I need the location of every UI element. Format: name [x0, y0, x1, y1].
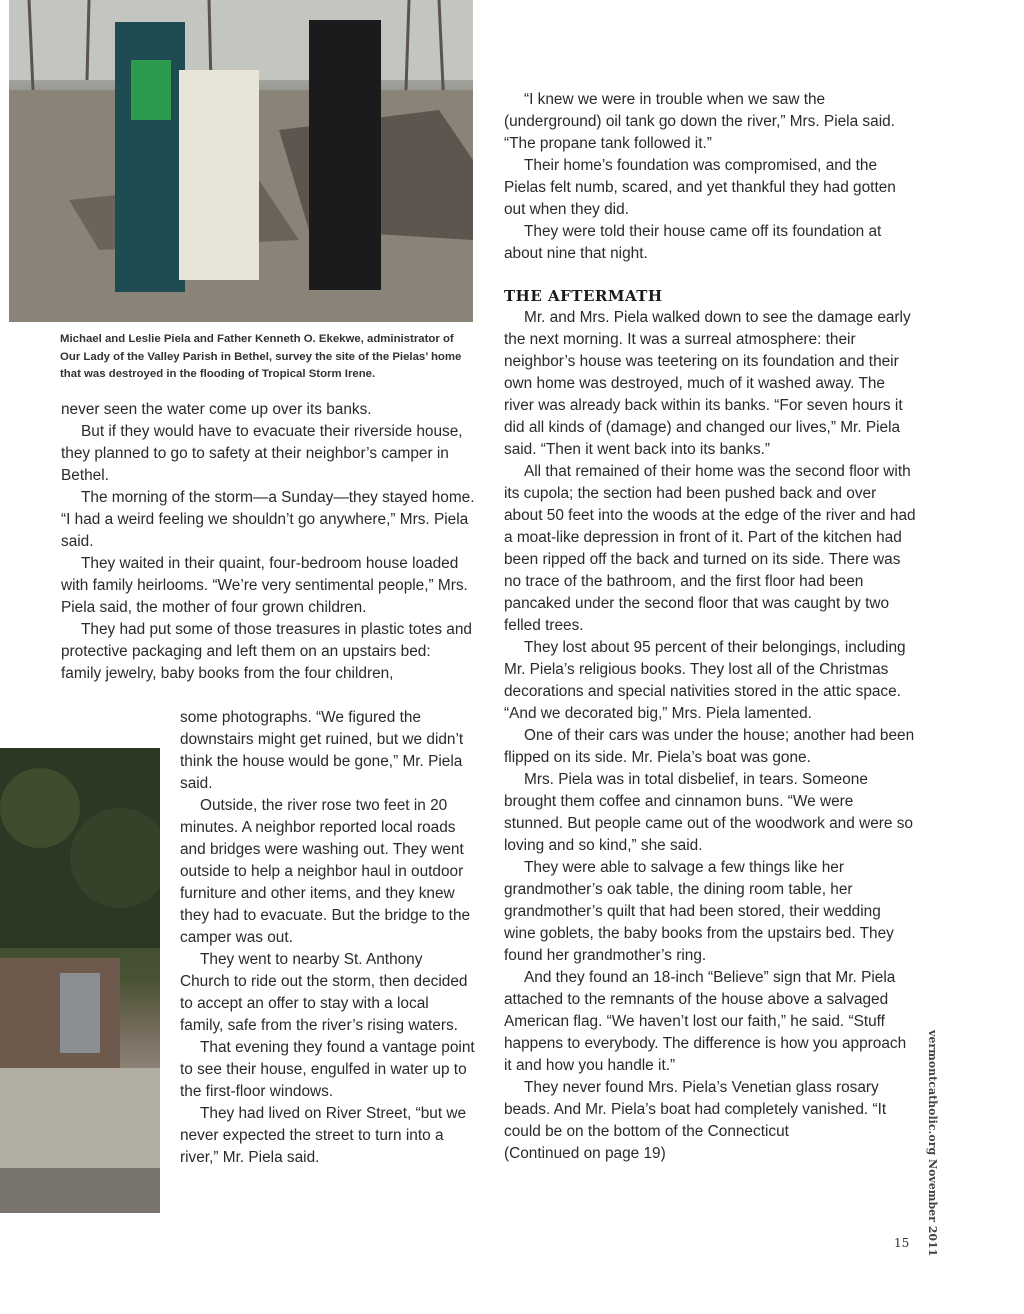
paragraph: All that remained of their home was the second floor with its cupola; the section had been pushed back and over about 50 feet into the woods at the edge of the river and had a moat-like depression in front of it. Part of the kitchen had been ripped off the back and turned on its side. There was no trace of the bathroom, and the first floor had been pancaked under the second floor that was caught by two felled trees.: [504, 463, 916, 634]
paragraph: some photographs. “We figured the downstairs might get ruined, but we didn’t think the house would be gone,” Mr. Piela said.: [180, 709, 464, 792]
paragraph: One of their cars was under the house; another had been flipped on its side. Mr. Piela’s boat was gone.: [504, 727, 915, 766]
photo-pielas-and-priest: [9, 0, 473, 322]
left-column-top: [61, 399, 475, 685]
continued-note: (Continued on page 19): [504, 1145, 666, 1162]
paragraph: never seen the water come up over its banks.: [61, 401, 372, 418]
paragraph: They never found Mrs. Piela’s Venetian glass rosary beads. And Mr. Piela’s boat had completely vanished. “It could be on the bottom of the Connecticut: [504, 1079, 887, 1140]
sidebar-text: vermontcatholic.org November 2011: [926, 1030, 939, 1257]
paragraph: They lost about 95 percent of their belongings, including Mr. Piela’s religious books. They lost all of the Christmas decorations and special nativities stored in the attic space. “And we decorated big,” Mrs. Piela lamented.: [504, 639, 906, 722]
right-column: [504, 89, 916, 1165]
paragraph: “I knew we were in trouble when we saw the (underground) oil tank go down the river,” Mrs. Piela said. “The propane tank followed it.”: [504, 91, 895, 152]
paragraph: Outside, the river rose two feet in 20 minutes. A neighbor reported local roads and bridges were washing out. They went outside to help a neighbor haul in outdoor furniture and other items, and they knew they had to evacuate. But the bridge to the camper was out.: [180, 797, 471, 946]
paragraph: They were able to salvage a few things like her grandmother’s oak table, the dining room table, her grandmother’s quilt that had been stored, their wedding wine goblets, the baby books from the upstairs bed. They found her grandmother’s ring.: [504, 859, 894, 964]
paragraph: They had put some of those treasures in plastic totes and protective packaging and left them on an upstairs bed: family jewelry, baby books from the four children,: [61, 621, 472, 682]
paragraph: That evening they found a vantage point to see their house, engulfed in water up to the first-floor windows.: [180, 1039, 475, 1100]
sidebar-url-date: [925, 1030, 941, 1257]
paragraph: They had lived on River Street, “but we never expected the street to turn into a river,” Mr. Piela said.: [180, 1105, 467, 1166]
paragraph: They went to nearby St. Anthony Church to ride out the storm, then decided to accept an offer to stay with a local family, safe from the river’s rising waters.: [180, 951, 468, 1034]
paragraph: Mrs. Piela was in total disbelief, in tears. Someone brought them coffee and cinnamon buns. “We were stunned. But people came out of the woodwork and were so loving and so kind,” she said.: [504, 771, 913, 854]
paragraph: They waited in their quaint, four-bedroom house loaded with family heirlooms. “We’re very sentimental people,” Mrs. Piela said, the mother of four grown children.: [61, 555, 468, 616]
left-column-narrow: [180, 707, 475, 1169]
photo-illustration: [9, 0, 473, 322]
paragraph: Mr. and Mrs. Piela walked down to see the damage early the next morning. It was a surreal atmosphere: their neighbor’s house was teetering on its foundation and their own home was destroyed, much of it washed away. The river was already back within its banks. “For seven hours it did all kinds of (damage) and changed our lives,” Mr. Piela said. “Then it went back into its banks.”: [504, 309, 911, 458]
photo-illustration: [0, 748, 160, 1213]
paragraph: But if they would have to evacuate their riverside house, they planned to go to safety at their neighbor’s camper in Bethel.: [61, 423, 463, 484]
paragraph: They were told their house came off its foundation at about nine that night.: [504, 223, 882, 262]
photo-caption: Michael and Leslie Piela and Father Kenneth O. Ekekwe, administrator of Our Lady of the Valley Parish in Bethel, survey the site of the Pielas’ home that was destroyed in the flooding of Tropical Storm Irene.: [60, 333, 462, 380]
photo-damaged-house: [0, 748, 160, 1213]
page-number: 15: [894, 1236, 910, 1250]
paragraph: Their home’s foundation was compromised, and the Pielas felt numb, scared, and yet thankful they had gotten out when they did.: [504, 157, 896, 218]
section-heading: THE AFTERMATH: [504, 287, 663, 305]
paragraph: And they found an 18-inch “Believe” sign that Mr. Piela attached to the remnants of the house above a salvaged American flag. “We haven’t lost our faith,” he said. “Stuff happens to everybody. The difference is how you approach it and how you handle it.”: [504, 969, 907, 1074]
paragraph: The morning of the storm—a Sunday—they stayed home. “I had a weird feeling we shouldn’t go anywhere,” Mrs. Piela said.: [61, 489, 475, 550]
